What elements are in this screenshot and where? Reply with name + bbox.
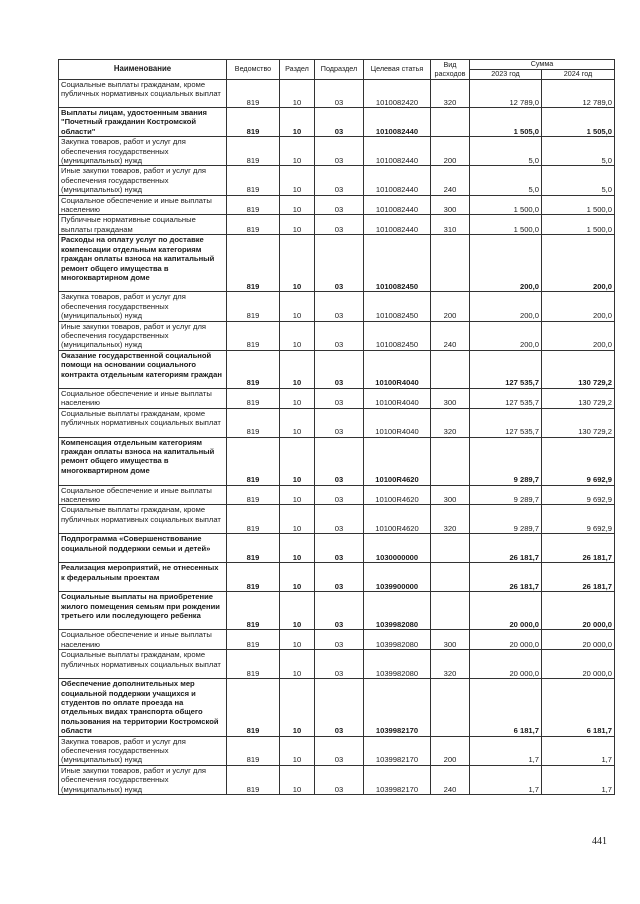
row-vedomstvo: 819 (227, 350, 280, 388)
row-razdel: 10 (280, 534, 315, 563)
table-row (59, 650, 615, 679)
row-sum-2023: 20 000,0 (470, 650, 542, 679)
row-vedomstvo: 819 (227, 388, 280, 408)
row-name: Социальные выплаты гражданам, кроме публичных нормативных социальных выплат (59, 650, 227, 679)
row-vedomstvo: 819 (227, 80, 280, 108)
row-vid-rashodov: 300 (431, 195, 470, 215)
row-vid-rashodov: 320 (431, 408, 470, 437)
table-row (59, 736, 615, 765)
row-celevaya-statya: 10100R4620 (364, 437, 431, 485)
row-sum-2023: 1,7 (470, 736, 542, 765)
row-razdel: 10 (280, 408, 315, 437)
row-vid-rashodov: 320 (431, 505, 470, 534)
row-sum-2024: 26 181,7 (542, 563, 615, 592)
row-razdel: 10 (280, 592, 315, 630)
row-celevaya-statya: 1039982080 (364, 650, 431, 679)
row-sum-2024: 9 692,9 (542, 505, 615, 534)
row-vedomstvo: 819 (227, 195, 280, 215)
row-podrazdel: 03 (315, 137, 364, 166)
header-name: Наименование (59, 60, 227, 80)
row-vedomstvo: 819 (227, 679, 280, 736)
row-razdel: 10 (280, 679, 315, 736)
row-podrazdel: 03 (315, 437, 364, 485)
row-vid-rashodov: 310 (431, 215, 470, 235)
row-sum-2024: 12 789,0 (542, 80, 615, 108)
row-name: Социальные выплаты гражданам, кроме публичных нормативных социальных выплат (59, 408, 227, 437)
row-sum-2023: 127 535,7 (470, 408, 542, 437)
row-razdel: 10 (280, 321, 315, 350)
table-row (59, 80, 615, 108)
row-vid-rashodov (431, 108, 470, 137)
table-row (59, 437, 615, 485)
row-podrazdel: 03 (315, 485, 364, 505)
row-vedomstvo: 819 (227, 485, 280, 505)
row-vid-rashodov: 200 (431, 292, 470, 321)
row-name: Закупка товаров, работ и услуг для обеспечения государственных (муниципальных) нужд (59, 736, 227, 765)
row-razdel: 10 (280, 650, 315, 679)
row-sum-2024: 6 181,7 (542, 679, 615, 736)
row-podrazdel: 03 (315, 388, 364, 408)
row-sum-2023: 6 181,7 (470, 679, 542, 736)
row-vid-rashodov (431, 679, 470, 736)
row-sum-2024: 1,7 (542, 736, 615, 765)
row-sum-2024: 200,0 (542, 292, 615, 321)
row-sum-2023: 12 789,0 (470, 80, 542, 108)
table-row (59, 505, 615, 534)
row-sum-2023: 20 000,0 (470, 592, 542, 630)
row-podrazdel: 03 (315, 80, 364, 108)
row-vedomstvo: 819 (227, 534, 280, 563)
row-podrazdel: 03 (315, 321, 364, 350)
row-podrazdel: 03 (315, 534, 364, 563)
row-vedomstvo: 819 (227, 137, 280, 166)
row-sum-2024: 200,0 (542, 235, 615, 292)
row-sum-2024: 9 692,9 (542, 437, 615, 485)
table-row (59, 592, 615, 630)
row-sum-2023: 26 181,7 (470, 534, 542, 563)
row-vid-rashodov: 200 (431, 736, 470, 765)
row-name: Социальное обеспечение и иные выплаты населению (59, 630, 227, 650)
row-podrazdel: 03 (315, 292, 364, 321)
row-podrazdel: 03 (315, 350, 364, 388)
row-name: Закупка товаров, работ и услуг для обеспечения государственных (муниципальных) нужд (59, 137, 227, 166)
row-sum-2023: 1 500,0 (470, 215, 542, 235)
row-sum-2024: 130 729,2 (542, 388, 615, 408)
row-sum-2023: 1 500,0 (470, 195, 542, 215)
row-sum-2024: 200,0 (542, 321, 615, 350)
row-sum-2023: 200,0 (470, 235, 542, 292)
table-row (59, 137, 615, 166)
row-razdel: 10 (280, 292, 315, 321)
row-vedomstvo: 819 (227, 437, 280, 485)
table-row (59, 630, 615, 650)
row-razdel: 10 (280, 108, 315, 137)
row-podrazdel: 03 (315, 592, 364, 630)
row-vid-rashodov: 300 (431, 388, 470, 408)
table-row (59, 534, 615, 563)
row-sum-2024: 5,0 (542, 166, 615, 195)
row-sum-2023: 5,0 (470, 137, 542, 166)
row-sum-2023: 127 535,7 (470, 350, 542, 388)
row-name: Реализация мероприятий, не отнесенных к федеральным проектам (59, 563, 227, 592)
row-sum-2024: 1,7 (542, 765, 615, 794)
row-name: Социальные выплаты на приобретение жилого помещения семьям при рождении третьего или последующего ребенка (59, 592, 227, 630)
row-celevaya-statya: 1010082440 (364, 166, 431, 195)
row-razdel: 10 (280, 485, 315, 505)
row-vedomstvo: 819 (227, 292, 280, 321)
row-name: Расходы на оплату услуг по доставке компенсации отдельным категориям граждан оплаты взноса на капитальный ремонт общего имущества в многоквартирном доме (59, 235, 227, 292)
row-razdel: 10 (280, 765, 315, 794)
row-celevaya-statya: 1030000000 (364, 534, 431, 563)
row-sum-2024: 20 000,0 (542, 630, 615, 650)
row-celevaya-statya: 1010082450 (364, 321, 431, 350)
row-vedomstvo: 819 (227, 408, 280, 437)
row-sum-2024: 20 000,0 (542, 592, 615, 630)
row-podrazdel: 03 (315, 408, 364, 437)
row-celevaya-statya: 1010082440 (364, 137, 431, 166)
row-celevaya-statya: 10100R4620 (364, 485, 431, 505)
row-vid-rashodov: 320 (431, 80, 470, 108)
header-summa: Сумма (470, 60, 615, 70)
row-podrazdel: 03 (315, 563, 364, 592)
table-row (59, 563, 615, 592)
row-sum-2023: 200,0 (470, 292, 542, 321)
row-vedomstvo: 819 (227, 563, 280, 592)
table-row (59, 235, 615, 292)
row-sum-2024: 130 729,2 (542, 350, 615, 388)
row-vedomstvo: 819 (227, 235, 280, 292)
table-row (59, 679, 615, 736)
row-name: Иные закупки товаров, работ и услуг для обеспечения государственных (муниципальных) нужд (59, 166, 227, 195)
row-sum-2023: 9 289,7 (470, 505, 542, 534)
row-vedomstvo: 819 (227, 630, 280, 650)
row-vid-rashodov: 240 (431, 321, 470, 350)
row-name: Компенсация отдельным категориям граждан оплаты взноса на капитальный ремонт общего имущества в многоквартирном доме (59, 437, 227, 485)
row-celevaya-statya: 1010082420 (364, 80, 431, 108)
row-celevaya-statya: 1010082440 (364, 108, 431, 137)
row-razdel: 10 (280, 563, 315, 592)
row-vedomstvo: 819 (227, 765, 280, 794)
row-celevaya-statya: 1039982170 (364, 765, 431, 794)
row-sum-2023: 200,0 (470, 321, 542, 350)
row-razdel: 10 (280, 630, 315, 650)
row-name: Социальные выплаты гражданам, кроме публичных нормативных социальных выплат (59, 80, 227, 108)
row-name: Иные закупки товаров, работ и услуг для обеспечения государственных (муниципальных) нужд (59, 765, 227, 794)
row-name: Закупка товаров, работ и услуг для обеспечения государственных (муниципальных) нужд (59, 292, 227, 321)
row-podrazdel: 03 (315, 630, 364, 650)
header-year-2023: 2023 год (470, 70, 542, 80)
row-razdel: 10 (280, 388, 315, 408)
row-podrazdel: 03 (315, 235, 364, 292)
row-name: Социальные выплаты гражданам, кроме публичных нормативных социальных выплат (59, 505, 227, 534)
row-vedomstvo: 819 (227, 650, 280, 679)
row-sum-2023: 5,0 (470, 166, 542, 195)
row-sum-2023: 1,7 (470, 765, 542, 794)
row-razdel: 10 (280, 235, 315, 292)
row-sum-2023: 127 535,7 (470, 388, 542, 408)
header-vedomstvo: Ведомство (227, 60, 280, 80)
row-celevaya-statya: 1039982080 (364, 630, 431, 650)
row-razdel: 10 (280, 437, 315, 485)
row-podrazdel: 03 (315, 679, 364, 736)
table-row (59, 408, 615, 437)
table-row (59, 166, 615, 195)
row-celevaya-statya: 1039982170 (364, 679, 431, 736)
row-sum-2024: 5,0 (542, 137, 615, 166)
row-vid-rashodov: 300 (431, 630, 470, 650)
row-sum-2024: 1 500,0 (542, 215, 615, 235)
table-row (59, 292, 615, 321)
row-razdel: 10 (280, 166, 315, 195)
table-row (59, 388, 615, 408)
row-vid-rashodov: 240 (431, 166, 470, 195)
table-row (59, 765, 615, 794)
row-vedomstvo: 819 (227, 592, 280, 630)
header-celevaya-statya: Целевая статья (364, 60, 431, 80)
row-name: Социальное обеспечение и иные выплаты населению (59, 485, 227, 505)
row-sum-2024: 130 729,2 (542, 408, 615, 437)
row-podrazdel: 03 (315, 215, 364, 235)
row-vedomstvo: 819 (227, 505, 280, 534)
row-celevaya-statya: 1010082440 (364, 215, 431, 235)
row-sum-2024: 20 000,0 (542, 650, 615, 679)
row-sum-2023: 9 289,7 (470, 485, 542, 505)
row-vid-rashodov: 320 (431, 650, 470, 679)
row-sum-2023: 20 000,0 (470, 630, 542, 650)
row-name: Подпрограмма «Совершенствование социальной поддержки семьи и детей» (59, 534, 227, 563)
row-vedomstvo: 819 (227, 321, 280, 350)
row-razdel: 10 (280, 736, 315, 765)
row-name: Выплаты лицам, удостоенным звания "Почетный гражданин Костромской области" (59, 108, 227, 137)
row-podrazdel: 03 (315, 650, 364, 679)
row-sum-2024: 1 500,0 (542, 195, 615, 215)
header-podrazdel: Подраздел (315, 60, 364, 80)
row-razdel: 10 (280, 505, 315, 534)
row-podrazdel: 03 (315, 505, 364, 534)
row-name: Социальное обеспечение и иные выплаты населению (59, 195, 227, 215)
row-vid-rashodov (431, 563, 470, 592)
row-razdel: 10 (280, 195, 315, 215)
row-podrazdel: 03 (315, 108, 364, 137)
row-vid-rashodov (431, 350, 470, 388)
row-celevaya-statya: 1039900000 (364, 563, 431, 592)
row-vid-rashodov: 300 (431, 485, 470, 505)
row-celevaya-statya: 1039982170 (364, 736, 431, 765)
table-row (59, 195, 615, 215)
row-vedomstvo: 819 (227, 736, 280, 765)
page-number: 441 (592, 836, 607, 847)
row-vedomstvo: 819 (227, 166, 280, 195)
header-year-2024: 2024 год (542, 70, 615, 80)
row-razdel: 10 (280, 80, 315, 108)
table-body (59, 80, 615, 795)
row-celevaya-statya: 1039982080 (364, 592, 431, 630)
row-name: Иные закупки товаров, работ и услуг для обеспечения государственных (муниципальных) нужд (59, 321, 227, 350)
row-podrazdel: 03 (315, 765, 364, 794)
row-vid-rashodov (431, 534, 470, 563)
row-podrazdel: 03 (315, 736, 364, 765)
row-celevaya-statya: 10100R4040 (364, 350, 431, 388)
row-celevaya-statya: 1010082450 (364, 292, 431, 321)
row-podrazdel: 03 (315, 195, 364, 215)
budget-table (58, 59, 615, 795)
header-vid-rashodov: Вид расходов (431, 60, 470, 80)
row-sum-2023: 1 505,0 (470, 108, 542, 137)
row-vedomstvo: 819 (227, 215, 280, 235)
row-podrazdel: 03 (315, 166, 364, 195)
row-name: Оказание государственной социальной помощи на основании социального контракта отдельным категориям граждан (59, 350, 227, 388)
row-sum-2024: 1 505,0 (542, 108, 615, 137)
row-name: Публичные нормативные социальные выплаты гражданам (59, 215, 227, 235)
row-vid-rashodov (431, 235, 470, 292)
row-razdel: 10 (280, 215, 315, 235)
row-vedomstvo: 819 (227, 108, 280, 137)
table-row (59, 215, 615, 235)
row-name: Социальное обеспечение и иные выплаты населению (59, 388, 227, 408)
row-vid-rashodov (431, 437, 470, 485)
row-sum-2023: 9 289,7 (470, 437, 542, 485)
header-razdel: Раздел (280, 60, 315, 80)
table-row (59, 321, 615, 350)
row-razdel: 10 (280, 350, 315, 388)
row-vid-rashodov (431, 592, 470, 630)
row-sum-2024: 9 692,9 (542, 485, 615, 505)
table-row (59, 485, 615, 505)
table-row (59, 350, 615, 388)
row-razdel: 10 (280, 137, 315, 166)
row-celevaya-statya: 1010082440 (364, 195, 431, 215)
row-sum-2024: 26 181,7 (542, 534, 615, 563)
table-row (59, 108, 615, 137)
row-celevaya-statya: 10100R4620 (364, 505, 431, 534)
row-vid-rashodov: 200 (431, 137, 470, 166)
row-vid-rashodov: 240 (431, 765, 470, 794)
row-name: Обеспечение дополнительных мер социальной поддержки учащихся и студентов по оплате проезда на отдельных видах транспорта общего пользования на территории Костромской области (59, 679, 227, 736)
row-celevaya-statya: 10100R4040 (364, 408, 431, 437)
row-celevaya-statya: 1010082450 (364, 235, 431, 292)
row-celevaya-statya: 10100R4040 (364, 388, 431, 408)
row-sum-2023: 26 181,7 (470, 563, 542, 592)
